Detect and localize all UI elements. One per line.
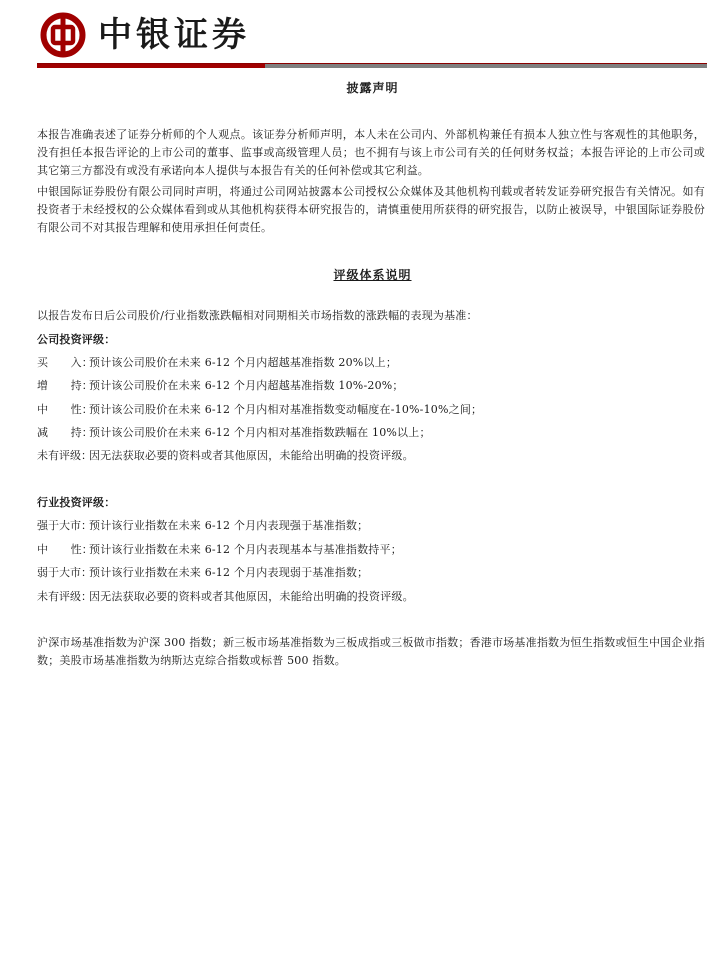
rating-desc: 预计该行业指数在未来 6-12 个月内表现弱于基准指数； — [89, 566, 369, 579]
rating-term: 未有评级： — [37, 449, 92, 462]
company-rating-row — [37, 425, 431, 441]
rating-desc: 预计该行业指数在未来 6-12 个月内表现基本与基准指数持平； — [89, 543, 402, 556]
rating-desc: 预计该公司股价在未来 6-12 个月内超越基准指数 20%以上； — [89, 356, 398, 369]
industry-rating-row — [37, 565, 368, 581]
company-rating-row — [37, 448, 414, 464]
header-accent-bar-grey — [265, 64, 707, 68]
rating-desc: 预计该公司股价在未来 6-12 个月内相对基准指数变动幅度在-10%-10%之间； — [89, 403, 483, 416]
rating-system-title: 评级体系说明 — [333, 268, 412, 282]
rating-desc: 预计该行业指数在未来 6-12 个月内表现强于基准指数； — [89, 519, 369, 532]
disclosure-paragraph-1: 本报告准确表述了证券分析师的个人观点。该证券分析师声明，本人未在公司内、外部机构兼任有损本人独立性与客观性的其他职务，没有担任本报告评论的上市公司的董事、监事或高级管理人员；也不拥有与该上市公司有关的任何财务权益；本报告评论的上市公司或其它第三方都没有或没有承诺向本人提供与本报告有关的任何补偿或其它利益。 — [37, 128, 705, 177]
industry-rating-row — [37, 518, 368, 534]
industry-rating-heading: 行业投资评级： — [37, 496, 116, 509]
rating-term: 买 入： — [37, 356, 93, 369]
rating-term: 中 性： — [37, 403, 93, 416]
page-header — [40, 12, 680, 60]
bank-of-china-logo-icon — [40, 12, 86, 58]
brand-name: 中银证券 — [98, 15, 250, 55]
rating-desc: 因无法获取必要的资料或者其他原因，未能给出明确的投资评级。 — [89, 449, 414, 462]
rating-term: 减 持： — [37, 426, 93, 439]
rating-term: 增 持： — [37, 379, 93, 392]
rating-intro: 以报告发布日后公司股价/行业指数涨跌幅相对同期相关市场指数的涨跌幅的表现为基准： — [37, 309, 478, 322]
rating-term: 弱于大市： — [37, 566, 92, 579]
industry-rating-row — [37, 542, 402, 558]
rating-desc: 预计该公司股价在未来 6-12 个月内超越基准指数 10%-20%； — [89, 379, 404, 392]
company-rating-row — [37, 402, 482, 418]
company-rating-heading: 公司投资评级： — [37, 333, 116, 346]
rating-term: 未有评级： — [37, 590, 92, 603]
header-accent-bar-red — [37, 64, 265, 68]
company-rating-row — [37, 378, 404, 394]
disclosure-title: 披露声明 — [346, 81, 399, 95]
industry-rating-row — [37, 589, 414, 605]
company-rating-row — [37, 355, 397, 371]
rating-desc: 因无法获取必要的资料或者其他原因，未能给出明确的投资评级。 — [89, 590, 414, 603]
rating-term: 中 性： — [37, 543, 93, 556]
rating-term: 强于大市： — [37, 519, 92, 532]
benchmark-note: 沪深市场基准指数为沪深 300 指数；新三板市场基准指数为三板成指或三板做市指数；香港市场基准指数为恒生指数或恒生中国企业指数；美股市场基准指数为纳斯达克综合指数或标普 500 指数。 — [37, 636, 705, 667]
rating-desc: 预计该公司股价在未来 6-12 个月内相对基准指数跌幅在 10%以上； — [89, 426, 431, 439]
disclosure-paragraph-2: 中银国际证券股份有限公司同时声明，将通过公司网站披露本公司授权公众媒体及其他机构刊载或者转发证券研究报告有关情况。如有投资者于未经授权的公众媒体看到或从其他机构获得本研究报告的，请慎重使用所获得的研究报告，以防止被误导，中银国际证券股份有限公司不对其报告理解和使用承担任何责任。 — [37, 185, 705, 234]
